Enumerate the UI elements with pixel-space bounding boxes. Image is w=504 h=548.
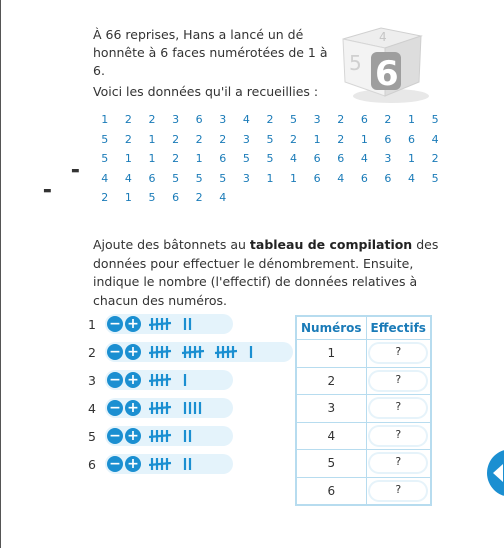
minus-button[interactable]: − <box>107 316 123 332</box>
minus-button[interactable]: − <box>107 428 123 444</box>
data-value: 2 <box>172 132 180 146</box>
numero-cell: 4 <box>296 422 366 450</box>
data-value: 1 <box>408 113 416 126</box>
plus-button[interactable]: + <box>125 316 141 332</box>
data-value: 5 <box>101 152 109 165</box>
effectif-input[interactable]: ? <box>370 399 426 417</box>
data-value: 4 <box>408 171 416 185</box>
data-value: 2 <box>337 113 345 126</box>
instructions <box>93 236 453 310</box>
die-face: 6 <box>375 54 399 94</box>
data-row <box>93 108 447 128</box>
tally-marks-container <box>149 428 196 444</box>
instructions-text-2: des données pour effectuer le dénombrement. Ensuite, indique le nombre (l'effectif) de données relatives à chacun des numéros. <box>93 237 439 308</box>
frequency-table <box>295 315 432 506</box>
tally-marks <box>149 428 196 444</box>
effectif-input[interactable]: ? <box>370 344 426 362</box>
data-value: 6 <box>360 113 368 126</box>
data-row <box>93 186 447 206</box>
tally-row-3 <box>88 370 233 390</box>
data-value: 6 <box>148 171 156 185</box>
tally-label: 5 <box>88 428 96 444</box>
previous-button[interactable] <box>487 449 504 497</box>
numero-cell: 2 <box>296 367 366 395</box>
tally-pill <box>105 398 233 418</box>
data-value: 6 <box>360 171 368 185</box>
data-value: 5 <box>431 171 439 185</box>
tally-marks <box>149 400 206 416</box>
table-row <box>296 422 431 450</box>
tally-label: 6 <box>88 456 96 472</box>
effectif-cell <box>366 477 431 505</box>
data-value: 2 <box>431 152 439 165</box>
tally-row-4 <box>88 398 233 418</box>
effectif-input[interactable]: ? <box>370 482 426 500</box>
tally-marks-container <box>149 400 206 416</box>
table-row <box>296 477 431 505</box>
die-icon <box>333 24 433 106</box>
data-label: Voici les données qu'il a recueillies : <box>93 84 319 99</box>
effectif-input[interactable]: ? <box>370 454 426 472</box>
tally-pill <box>105 314 233 334</box>
table-row <box>296 367 431 395</box>
data-value: 6 <box>195 113 203 126</box>
tally-marks <box>149 344 257 360</box>
data-value: 2 <box>219 132 227 146</box>
data-row <box>93 167 447 187</box>
tally-label: 2 <box>88 344 96 360</box>
data-value: 6 <box>384 132 392 146</box>
data-value: 5 <box>266 152 274 165</box>
data-value: 2 <box>124 113 132 126</box>
intro-text: À 66 reprises, Hans a lancé un dé honnête à 6 faces numérotées de 1 à 6. <box>93 27 328 78</box>
data-value: 6 <box>313 171 321 185</box>
data-value: 1 <box>408 152 416 165</box>
tally-pill <box>105 370 233 390</box>
data-value: 3 <box>172 113 180 126</box>
data-value: 6 <box>172 191 180 204</box>
tally-pill <box>105 426 233 446</box>
data-value: 2 <box>101 191 109 204</box>
tally-marks-container <box>149 372 191 388</box>
tally-pill <box>105 342 293 362</box>
data-value: 6 <box>313 152 321 165</box>
tally-row-1 <box>88 314 233 334</box>
data-value: 4 <box>101 171 109 185</box>
data-value: 4 <box>219 191 227 204</box>
data-value: 1 <box>148 152 156 165</box>
data-value: 3 <box>242 171 250 185</box>
stray-mark: ▬ <box>71 166 80 176</box>
table-row <box>296 340 431 368</box>
data-value: 4 <box>360 152 368 165</box>
tally-marks <box>149 372 191 388</box>
data-value: 5 <box>266 132 274 146</box>
data-value: 1 <box>266 171 274 185</box>
data-value: 5 <box>242 152 250 165</box>
effectif-cell <box>366 395 431 423</box>
minus-button[interactable]: − <box>107 456 123 472</box>
data-value: 2 <box>195 191 203 204</box>
minus-button[interactable]: − <box>107 372 123 388</box>
effectif-cell <box>366 422 431 450</box>
data-value: 6 <box>219 152 227 165</box>
effectif-input[interactable]: ? <box>370 427 426 445</box>
numero-cell: 3 <box>296 395 366 423</box>
data-value: 2 <box>148 113 156 126</box>
data-value: 2 <box>290 132 298 146</box>
tally-label: 4 <box>88 400 96 416</box>
data-value: 5 <box>290 113 298 126</box>
data-row <box>93 147 447 167</box>
minus-button[interactable]: − <box>107 344 123 360</box>
header-effectifs: Effectifs <box>366 316 431 340</box>
data-row <box>93 128 447 148</box>
plus-button[interactable]: + <box>125 428 141 444</box>
plus-button[interactable]: + <box>125 456 141 472</box>
table-row <box>296 395 431 423</box>
die-back-face: 4 <box>379 30 387 44</box>
tally-marks <box>149 316 196 332</box>
tally-marks <box>149 456 196 472</box>
data-value: 1 <box>101 113 109 126</box>
plus-button[interactable]: + <box>125 372 141 388</box>
tally-marks-container <box>149 344 257 360</box>
tally-row-5 <box>88 426 233 446</box>
plus-button[interactable]: + <box>125 344 141 360</box>
tally-label: 3 <box>88 372 96 388</box>
data-value: 5 <box>172 171 180 185</box>
left-border <box>0 0 1 548</box>
table-row <box>296 450 431 478</box>
tally-row-2 <box>88 342 293 362</box>
data-value: 4 <box>242 113 250 126</box>
tally-pill <box>105 454 233 474</box>
data-value: 1 <box>124 191 132 204</box>
effectif-cell <box>366 367 431 395</box>
data-value: 3 <box>242 132 250 146</box>
data-value: 4 <box>337 171 345 185</box>
data-value: 2 <box>195 132 203 146</box>
data-value: 4 <box>290 152 298 165</box>
data-value: 3 <box>384 152 392 165</box>
data-value: 6 <box>384 171 392 185</box>
effectif-cell <box>366 450 431 478</box>
data-value: 1 <box>290 171 298 185</box>
tally-marks-container <box>149 456 196 472</box>
data-grid <box>93 108 447 206</box>
instructions-text-1: Ajoute des bâtonnets au <box>93 237 250 252</box>
data-value: 1 <box>148 132 156 146</box>
data-value: 5 <box>219 171 227 185</box>
data-value: 1 <box>124 152 132 165</box>
data-value: 5 <box>101 132 109 146</box>
data-value: 2 <box>124 132 132 146</box>
data-value: 4 <box>124 171 132 185</box>
tally-label: 1 <box>88 316 96 332</box>
effectif-cell <box>366 340 431 368</box>
tally-row-6 <box>88 454 233 474</box>
instructions-bold: tableau de compilation <box>249 237 413 252</box>
numero-cell: 5 <box>296 450 366 478</box>
data-value: 5 <box>431 113 439 126</box>
data-value: 3 <box>313 113 321 126</box>
data-value: 4 <box>431 132 439 146</box>
data-value: 1 <box>195 152 203 165</box>
data-value: 1 <box>360 132 368 146</box>
data-value: 3 <box>219 113 227 126</box>
data-value: 2 <box>172 152 180 165</box>
plus-button[interactable]: + <box>125 400 141 416</box>
die-side-face: 5 <box>349 51 362 75</box>
data-value: 5 <box>148 191 156 204</box>
minus-button[interactable]: − <box>107 400 123 416</box>
data-value: 5 <box>195 171 203 185</box>
numero-cell: 1 <box>296 340 366 368</box>
data-value: 1 <box>313 132 321 146</box>
header-numeros: Numéros <box>296 316 366 340</box>
data-value: 2 <box>266 113 274 126</box>
stray-mark: ▬ <box>43 186 52 196</box>
numero-cell: 6 <box>296 477 366 505</box>
chevron-left-icon <box>493 464 503 482</box>
tally-marks-container <box>149 316 196 332</box>
effectif-input[interactable]: ? <box>370 372 426 390</box>
data-value: 2 <box>384 113 392 126</box>
data-value: 6 <box>337 152 345 165</box>
data-value: 2 <box>337 132 345 146</box>
data-value: 6 <box>408 132 416 146</box>
